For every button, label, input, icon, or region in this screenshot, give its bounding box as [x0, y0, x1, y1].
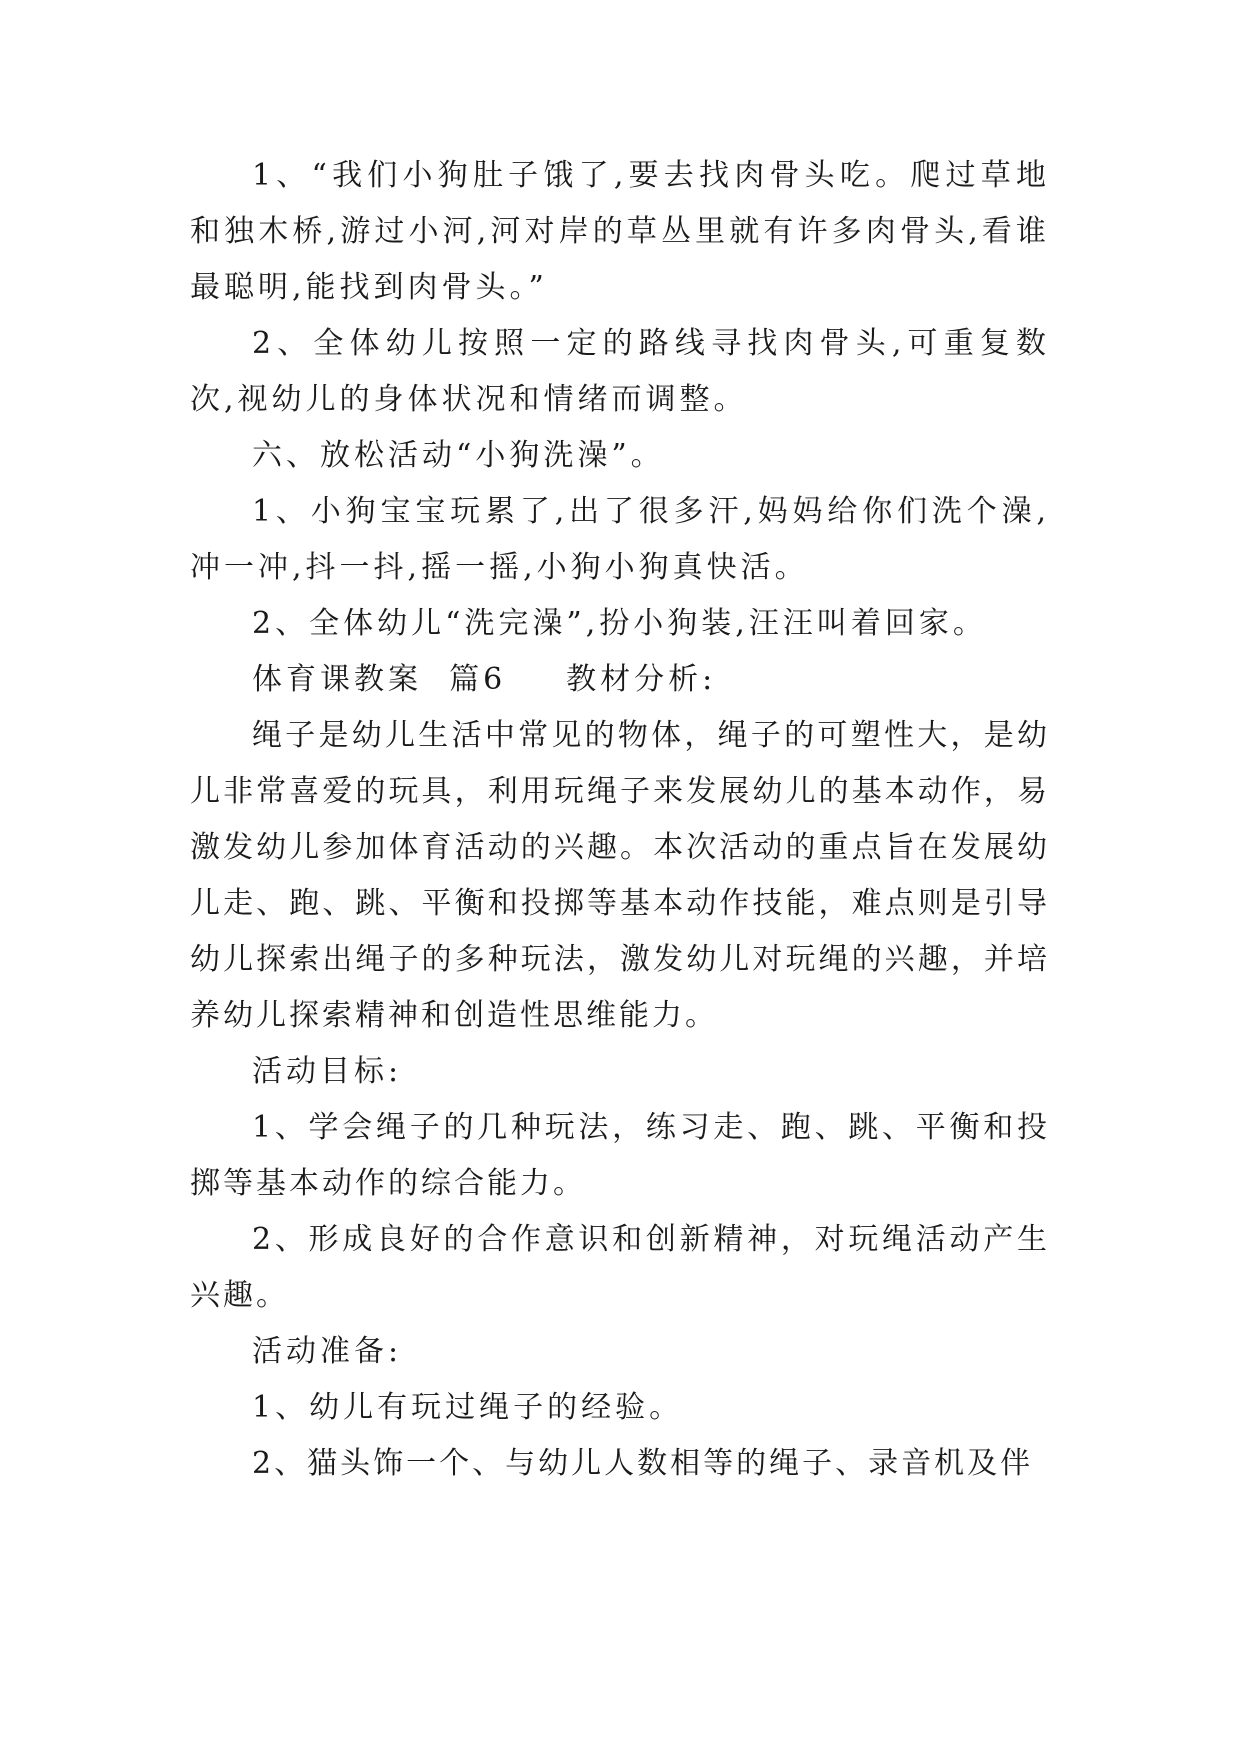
section-title: 体育课教案 篇6 — [252, 662, 507, 697]
paragraph-goal-2: 2、形成良好的合作意识和创新精神，对玩绳活动产生兴趣。 — [190, 1222, 1050, 1313]
paragraph-relax-activity: 六、放松活动“小狗洗澡”。 — [252, 438, 665, 473]
paragraph-goal-1: 1、学会绳子的几种玩法，练习走、跑、跳、平衡和投掷等基本动作的综合能力。 — [190, 1110, 1050, 1201]
paragraph-bath-time: 1、小狗宝宝玩累了,出了很多汗,妈妈给你们洗个澡,冲一冲,抖一抖,摇一摇,小狗小狗真快活。 — [190, 494, 1050, 585]
paragraph-go-home: 2、全体幼儿“洗完澡”,扮小狗装,汪汪叫着回家。 — [252, 606, 987, 641]
heading-activity-goals: 活动目标: — [252, 1054, 403, 1089]
paragraph-prep-1: 1、幼儿有玩过绳子的经验。 — [252, 1390, 684, 1425]
paragraph-prep-2: 2、猫头饰一个、与幼儿人数相等的绳子、录音机及伴 — [252, 1446, 1034, 1481]
document-body — [190, 148, 1050, 1492]
paragraph-material-analysis: 绳子是幼儿生活中常见的物体，绳子的可塑性大，是幼儿非常喜爱的玩具，利用玩绳子来发展幼儿的基本动作，易激发幼儿参加体育活动的兴趣。本次活动的重点旨在发展幼儿走、跑、跳、平衡和投掷等基本动作技能，难点则是引导幼儿探索出绳子的多种玩法，激发幼儿对玩绳的兴趣，并培养幼儿探索精神和创造性思维能力。 — [190, 718, 1050, 1033]
paragraph-route-search: 2、全体幼儿按照一定的路线寻找肉骨头,可重复数次,视幼儿的身体状况和情绪而调整。 — [190, 326, 1050, 417]
section-subtitle: 教材分析: — [566, 662, 717, 697]
heading-activity-prep: 活动准备: — [252, 1334, 403, 1369]
paragraph-find-bones-intro: 1、“我们小狗肚子饿了,要去找肉骨头吃。爬过草地和独木桥,游过小河,河对岸的草丛里就有许多肉骨头,看谁最聪明,能找到肉骨头。” — [190, 158, 1050, 305]
section-heading — [190, 652, 1050, 708]
